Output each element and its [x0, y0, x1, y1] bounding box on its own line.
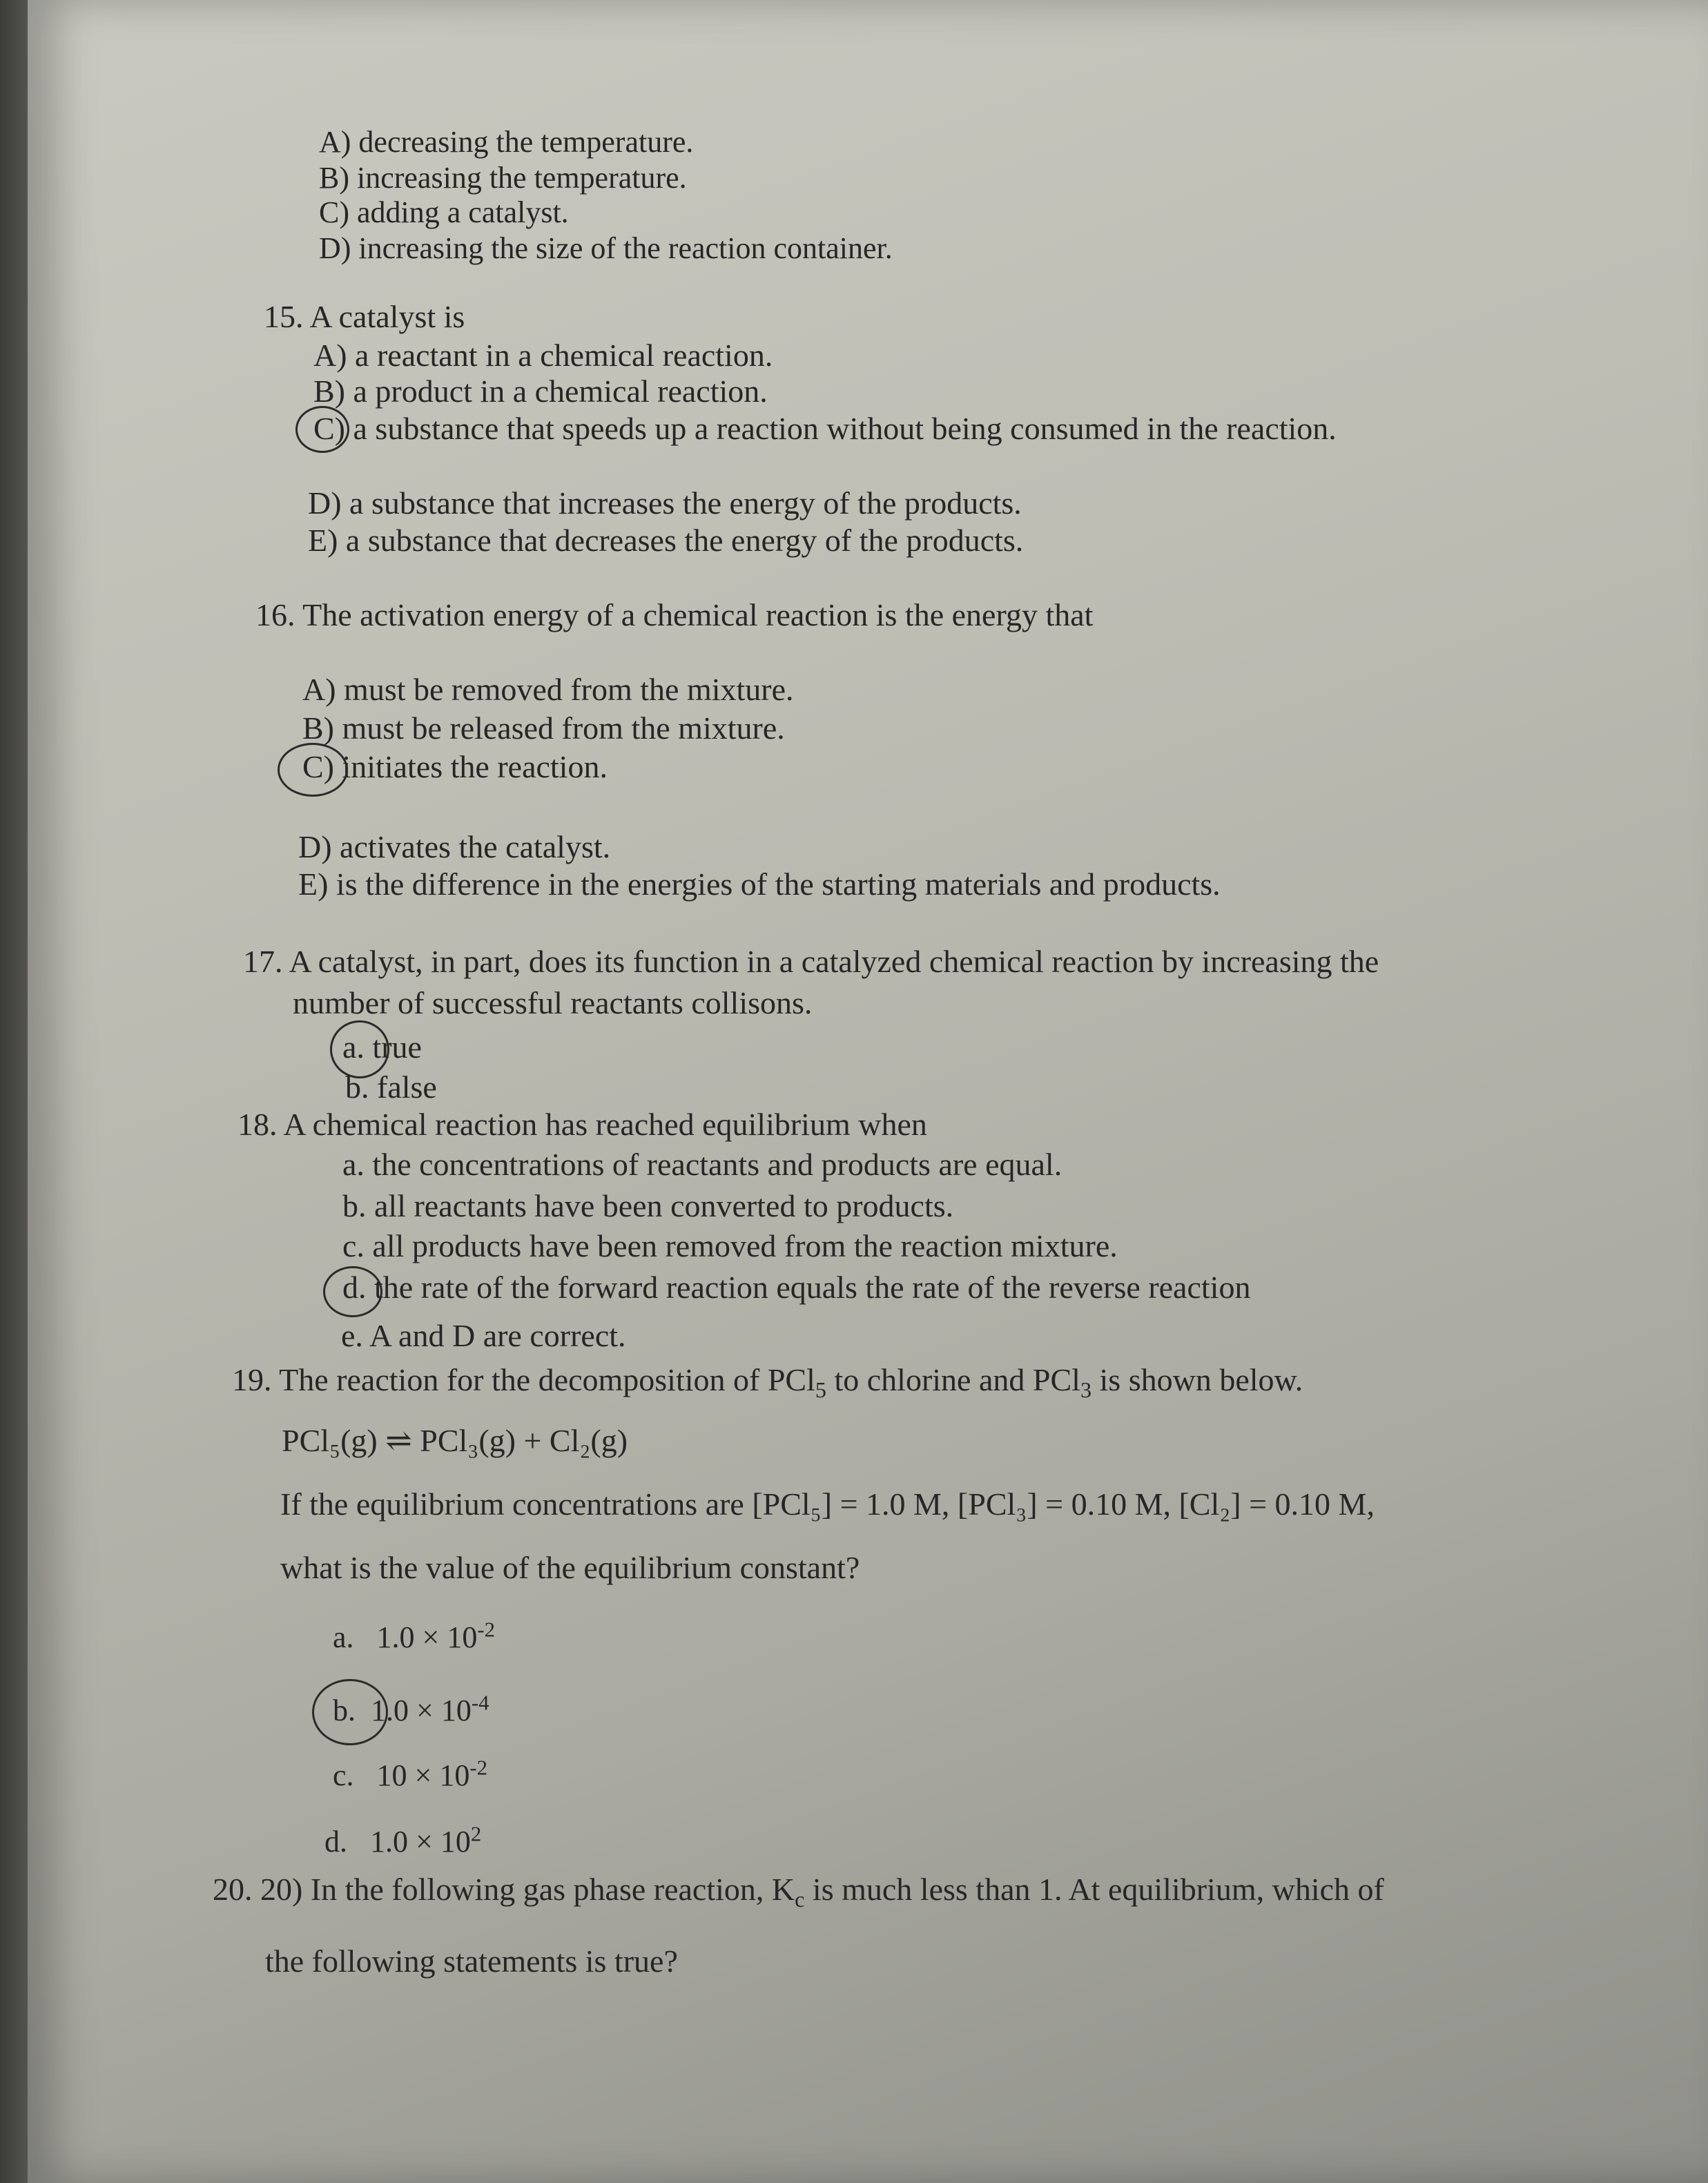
q19-equation: PCl₅(g) ⇌ PCl₃(g) + Cl₂(g) [282, 1423, 628, 1458]
q20-stem-line1: 20. 20) In the following gas phase reaction, $K_c$ is much less than 1. At equilibrium, which of [213, 1872, 1384, 1912]
q18-stem: 18. A chemical reaction has reached equilibrium when [237, 1107, 927, 1142]
q15-option-b: B) a product in a chemical reaction. [313, 373, 768, 409]
answer-circle-q16 [278, 743, 348, 797]
q19-option-a: a. $1.0 \times 10^{-2}$ [333, 1618, 496, 1654]
q15-stem: 15. A catalyst is [264, 299, 465, 334]
q17-option-b: b. false [345, 1069, 437, 1105]
q18-option-a: a. the concentrations of reactants and products are equal. [342, 1147, 1062, 1182]
q18-option-c: c. all products have been removed from the reaction mixture. [342, 1228, 1118, 1263]
q15-option-a: A) a reactant in a chemical reaction. [313, 338, 773, 373]
q15-option-e: E) a substance that decreases the energy of the products. [308, 523, 1024, 558]
answer-circle-q19 [312, 1679, 388, 1745]
q16-option-a: A) must be removed from the mixture. [302, 672, 794, 707]
q19-option-c: c. $10 \times 10^{-2}$ [333, 1756, 488, 1792]
answer-circle-q18 [323, 1266, 382, 1317]
q18-option-e: e. A and D are correct. [341, 1318, 626, 1353]
q17-stem-line1: 17. A catalyst, in part, does its function in a catalyzed chemical reaction by increasing the [243, 944, 1379, 979]
q19-concentrations: If the equilibrium concentrations are [PCl₅] = 1.0 M, [PCl₃] = 0.10 M, [Cl₂] = 0.10 M, [280, 1486, 1375, 1522]
q19-stem: 19. The reaction for the decomposition of PCl$_5$ to chlorine and PCl$_3$ is shown below. [232, 1362, 1303, 1403]
q20-stem-line2: the following statements is true? [265, 1943, 678, 1979]
q19-option-d: d. $1.0 \times 10^2$ [324, 1822, 482, 1859]
q14-option-b: B) increasing the temperature. [319, 161, 687, 195]
q18-option-d: d. the rate of the forward reaction equals the rate of the reverse reaction [342, 1270, 1251, 1305]
q14-option-a: A) decreasing the temperature. [319, 125, 694, 159]
q15-option-d: D) a substance that increases the energy of the products. [308, 485, 1022, 521]
q16-stem: 16. The activation energy of a chemical reaction is the energy that [255, 597, 1094, 632]
q17-stem-line2: number of successful reactants collisons. [293, 985, 813, 1020]
q16-option-b: B) must be released from the mixture. [302, 710, 785, 746]
q14-option-d: D) increasing the size of the reaction container. [319, 231, 893, 265]
q16-option-d: D) activates the catalyst. [298, 829, 611, 864]
q17-option-a: a. true [342, 1029, 422, 1065]
q15-option-c: C) a substance that speeds up a reaction without being consumed in the reaction. [313, 411, 1337, 446]
q16-option-c: C) initiates the reaction. [302, 749, 608, 784]
q16-option-e: E) is the difference in the energies of the starting materials and products. [298, 866, 1221, 902]
q19-question: what is the value of the equilibrium constant? [280, 1550, 860, 1585]
q18-option-b: b. all reactants have been converted to products. [342, 1188, 954, 1223]
answer-circle-q15 [295, 406, 349, 453]
q19-option-b: b. $1.0 \times 10^{-4}$ [333, 1691, 489, 1727]
q14-option-c: C) adding a catalyst. [319, 195, 569, 229]
